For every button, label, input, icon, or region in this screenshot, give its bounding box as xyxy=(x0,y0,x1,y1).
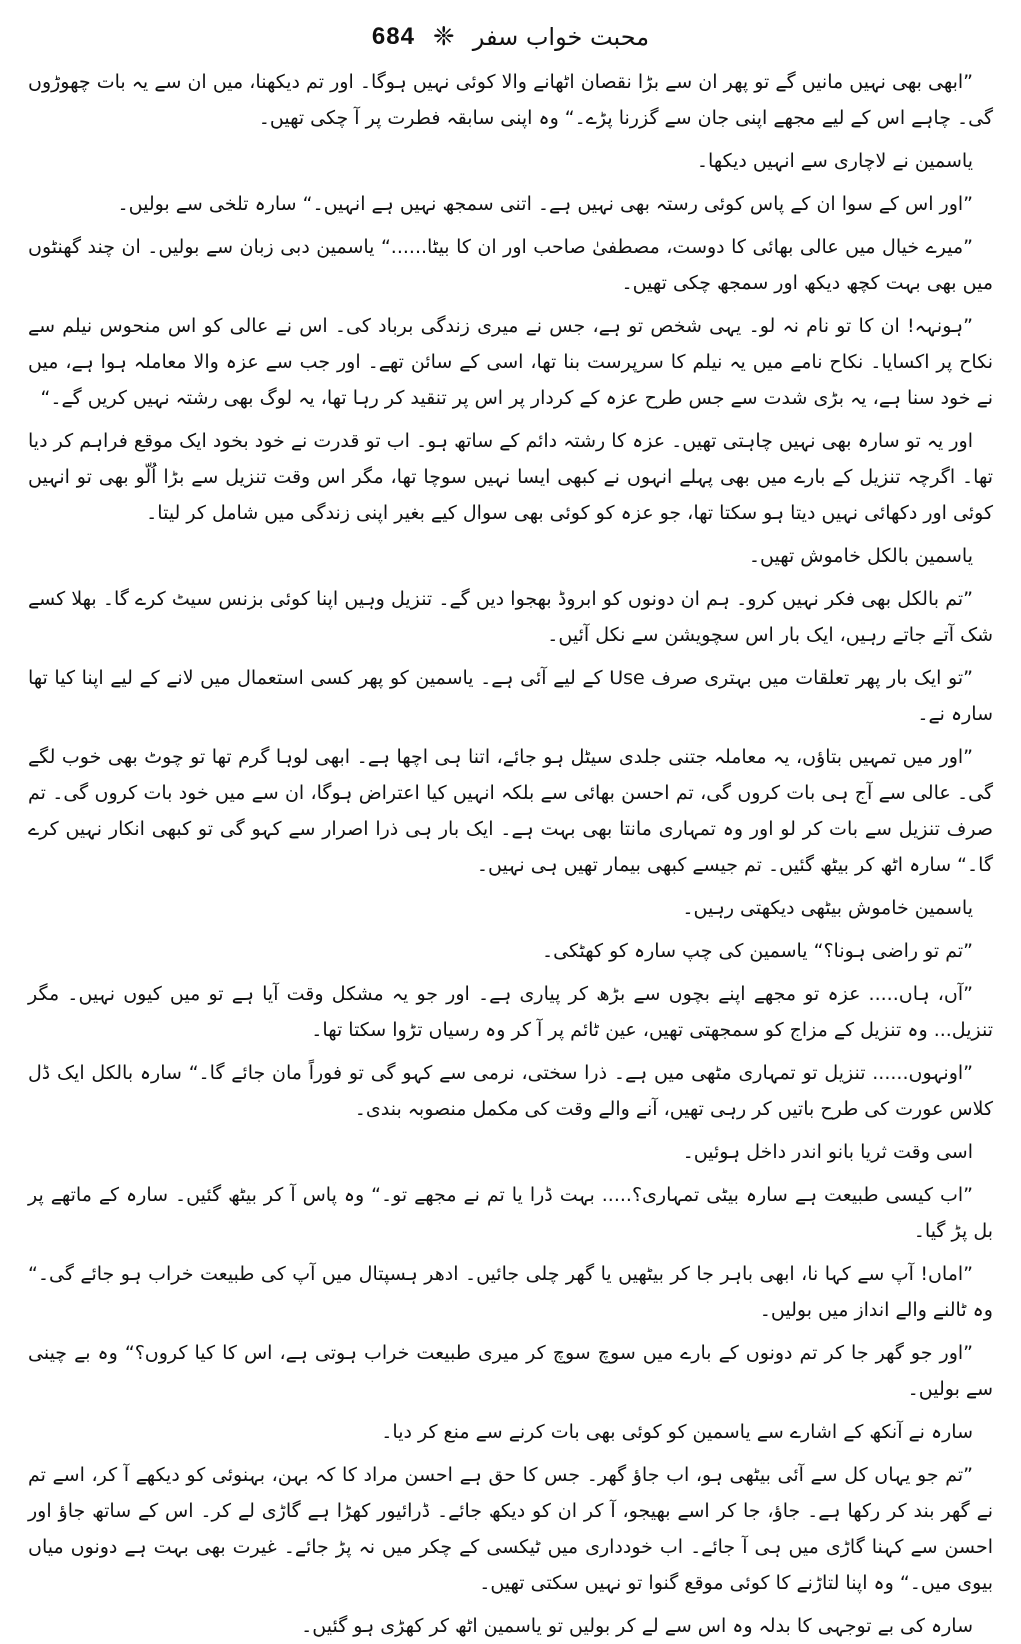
paragraph: ”اونہوں...... تنزیل تو تمہاری مٹھی میں ہے۔ ذرا سختی، نرمی سے کہو گی تو فوراً مان جائے گا۔“ سارہ بالکل ایک ڈل کلاس عورت کی طرح باتیں کر رہی تھیں، آنے والے وقت کی مکمل منصوبہ بندی۔ xyxy=(28,1062,993,1120)
paragraph: ”اور جو گھر جا کر تم دونوں کے بارے میں سوچ سوچ کر میری طبیعت خراب ہوتی ہے، اس کا کیا کروں؟“ وہ بے چینی سے بولیں۔ xyxy=(28,1342,993,1400)
paragraph: سارہ کی بے توجہی کا بدلہ وہ اس سے لے کر بولیں تو یاسمین اٹھ کر کھڑی ہو گئیں۔ xyxy=(301,1615,973,1637)
paragraph: ”میرے خیال میں عالی بھائی کا دوست، مصطفیٰ صاحب اور ان کا بیٹا......“ یاسمین دبی زبان سے بولیں۔ ان چند گھنٹوں میں بھی بہت کچھ دیکھ اور سمجھ چکی تھیں۔ xyxy=(28,236,993,294)
paragraph: اسی وقت ثریا بانو اندر داخل ہوئیں۔ xyxy=(682,1141,973,1163)
paragraph: ”ہونہہ! ان کا تو نام نہ لو۔ یہی شخص تو ہے، جس نے میری زندگی برباد کی۔ اس نے عالی کو اس منحوس نیلم سے نکاح پر اکسایا۔ نکاح نامے میں یہ نیلم کا سرپرست بنا تھا، اسی کے سائن تھے۔ اور جب سے عزہ والا معاملہ ہوا ہے، میں نے خود سنا ہے، یہ بڑی شدت سے جس طرح عزہ کے کردار پر اس پر تنقید کر رہا تھا، یہ لوگ بھی رشتہ نہیں کریں گے۔“ xyxy=(28,315,993,409)
paragraph: سارہ نے آنکھ کے اشارے سے یاسمین کو کوئی بھی بات کرنے سے منع کر دیا۔ xyxy=(381,1421,973,1443)
paragraph: ”تم تو راضی ہونا؟“ یاسمین کی چپ سارہ کو کھٹکی۔ xyxy=(542,940,973,962)
paragraph: ”تو ایک بار پھر تعلقات میں بہتری صرف Use کے لیے آئی ہے۔ یاسمین کو پھر کسی استعمال میں لانے کے لیے اپنا کیا تھا سارہ نے۔ xyxy=(28,667,993,725)
paragraph: ”تم جو یہاں کل سے آئی بیٹھی ہو، اب جاؤ گھر۔ جس کا حق ہے احسن مراد کا کہ بہن، بہنوئی کو دیکھے آ کر، اسے تم نے گھر بند کر رکھا ہے۔ جاؤ، جا کر اسے بھیجو، آ کر ان کو دیکھ جائے۔ ڈرائیور کھڑا ہے گاڑی لے کر۔ اس کے ساتھ جاؤ اور احسن سے کہنا گاڑی میں ہی آ جائے۔ اب خودداری میں ٹیکسی کے چکر میں نہ پڑ جائے۔ غیرت بھی بہت ہے دونوں میاں بیوی میں۔“ وہ اپنا لتاڑنے کا کوئی موقع گنوا تو نہیں سکتی تھیں۔ xyxy=(28,1464,993,1594)
paragraph: ”تم بالکل بھی فکر نہیں کرو۔ ہم ان دونوں کو ابروڈ بھجوا دیں گے۔ تنزیل وہیں اپنا کوئی بزنس سیٹ کرے گا۔ بھلا کسے شک آتے جاتے رہیں، ایک بار اس سچویشن سے نکل آئیں۔ xyxy=(28,588,993,646)
paragraph: ”اور اس کے سوا ان کے پاس کوئی رستہ بھی نہیں ہے۔ اتنی سمجھ نہیں ہے انہیں۔“ سارہ تلخی سے بولیں۔ xyxy=(117,193,973,215)
book-title: محبت خواب سفر xyxy=(472,23,650,51)
paragraph: ”اب کیسی طبیعت ہے سارہ بیٹی تمہاری؟..... بہت ڈرا یا تم نے مجھے تو۔“ وہ پاس آ کر بیٹھ گئیں۔ سارہ کے ماتھے پر بل پڑ گیا۔ xyxy=(28,1184,993,1242)
paragraph: اور یہ تو سارہ بھی نہیں چاہتی تھیں۔ عزہ کا رشتہ دائم کے ساتھ ہو۔ اب تو قدرت نے خود بخود ایک موقع فراہم کر دیا تھا۔ اگرچہ تنزیل کے بارے میں بھی پہلے انہوں نے کبھی ایسا نہیں سوچا تھا، مگر اس وقت تنزیل سے بڑا اُلّو بھی تو انہیں کوئی اور دکھائی نہیں دیتا ہو سکتا تھا، جو عزہ کو کوئی بھی سوال کیے بغیر اپنی زندگی میں شامل کر لیتا۔ xyxy=(28,430,993,524)
paragraph: یاسمین نے لاچاری سے انہیں دیکھا۔ xyxy=(696,150,973,172)
star-separator-icon: ❈ xyxy=(432,22,455,52)
page-number: 684 xyxy=(371,23,415,50)
paragraph: ”ابھی بھی نہیں مانیں گے تو پھر ان سے بڑا نقصان اٹھانے والا کوئی نہیں ہوگا۔ اور تم دیکھنا، میں ان سے یہ بات چھوڑوں گی۔ چاہے اس کے لیے مجھے اپنی جان سے گزرنا پڑے۔“ وہ اپنی سابقہ فطرت پر آ چکی تھیں۔ xyxy=(28,71,993,129)
paragraph: ”آں، ہاں..... عزہ تو مجھے اپنے بچوں سے بڑھ کر پیاری ہے۔ اور جو یہ مشکل وقت آیا ہے تو میں کیوں نہیں۔ مگر تنزیل... وہ تنزیل کے مزاج کو سمجھتی تھیں، عین ٹائم پر آ کر وہ رسیاں تڑوا سکتا تھا۔ xyxy=(28,983,993,1041)
paragraph: ”اور میں تمہیں بتاؤں، یہ معاملہ جتنی جلدی سیٹل ہو جائے، اتنا ہی اچھا ہے۔ ابھی لوہا گرم تھا تو چوٹ بھی خوب لگے گی۔ عالی سے آج ہی بات کروں گی، تم احسن بھائی سے بلکہ انہیں کیا اعتراض ہوگا، ان سے میں خود بات کروں گی۔ تم صرف تنزیل سے بات کر لو اور وہ تمہاری مانتا بھی بہت ہے۔ ایک بار ہی ذرا اصرار سے کہو گی تو کبھی انکار نہیں کرے گا۔“ سارہ اٹھ کر بیٹھ گئیں۔ تم جیسے کبھی بیمار تھیں ہی نہیں۔ xyxy=(28,746,993,876)
page-header xyxy=(0,14,1021,60)
paragraph: یاسمین خاموش بیٹھی دیکھتی رہیں۔ xyxy=(682,897,973,919)
text-body xyxy=(28,64,993,1637)
paragraph: ”اماں! آپ سے کہا نا، ابھی باہر جا کر بیٹھیں یا گھر چلی جائیں۔ ادھر ہسپتال میں آپ کی طبیعت خراب ہو جائے گی۔“ وہ ٹالنے والے انداز میں بولیں۔ xyxy=(28,1263,993,1321)
paragraph: یاسمین بالکل خاموش تھیں۔ xyxy=(748,545,973,567)
